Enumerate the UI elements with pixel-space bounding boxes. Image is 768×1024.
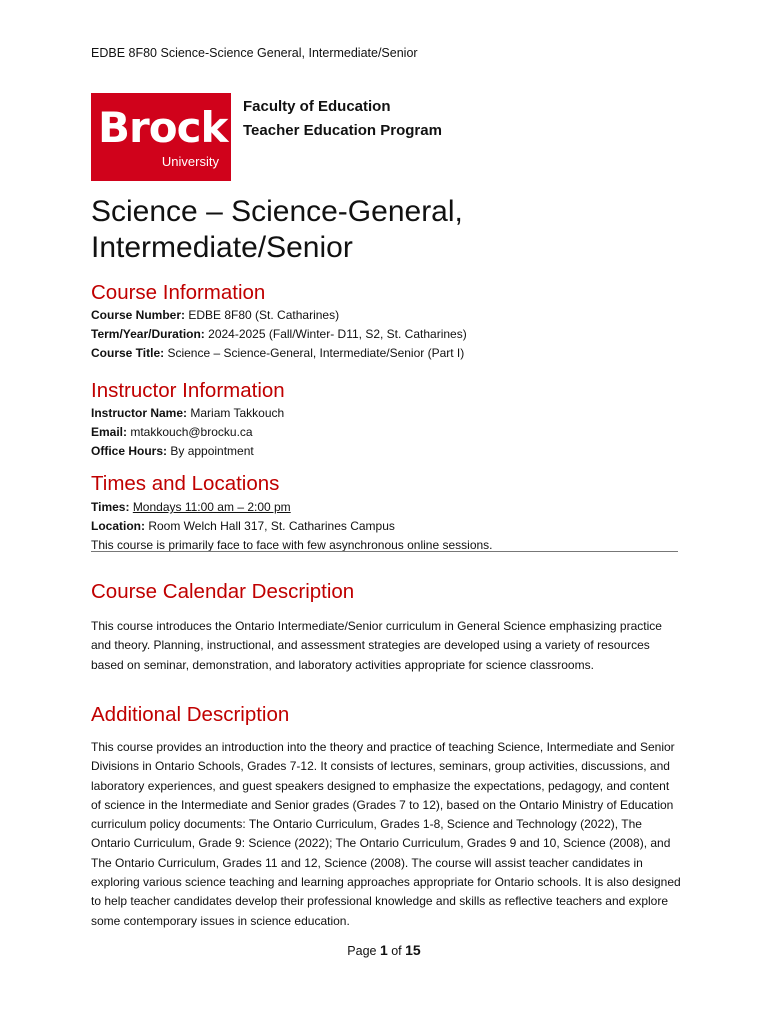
instructor-name-value: Mariam Takkouch: [187, 406, 285, 420]
email-label: Email:: [91, 425, 128, 439]
course-title-label: Course Title:: [91, 346, 165, 360]
instructor-name-label: Instructor Name:: [91, 406, 188, 420]
total-page-count: 15: [405, 942, 421, 958]
term-label: Term/Year/Duration:: [91, 327, 205, 341]
page-title: [91, 194, 691, 266]
running-header: EDBE 8F80 Science-Science General, Intermediate/Senior: [91, 46, 418, 60]
brock-university-logo: [91, 93, 231, 181]
location-label: Location:: [91, 519, 145, 533]
email-row: [91, 423, 284, 442]
office-hours-label: Office Hours:: [91, 444, 168, 458]
location-row: [91, 517, 493, 536]
current-page-number: 1: [379, 942, 388, 958]
times-row: [91, 498, 493, 517]
times-locations-section: [91, 498, 493, 555]
times-label: Times:: [91, 500, 130, 514]
course-number-value: EDBE 8F80 (St. Catharines): [185, 308, 340, 322]
page-footer: [0, 942, 768, 958]
times-value: Mondays 11:00 am – 2:00 pm: [132, 500, 291, 514]
term-row: [91, 325, 467, 344]
faculty-block: [243, 95, 442, 143]
of-word: of: [387, 944, 406, 958]
course-number-row: [91, 306, 467, 325]
course-title-value: Science – Science-General, Intermediate/Senior (Part I): [164, 346, 465, 360]
delivery-note: This course is primarily face to face with few asynchronous online sessions.: [91, 538, 493, 552]
calendar-description-heading: Course Calendar Description: [91, 580, 355, 603]
course-information-section: [91, 306, 467, 363]
location-value: Room Welch Hall 317, St. Catharines Campus: [145, 519, 395, 533]
logo-wordmark: Brock: [98, 103, 228, 152]
program-name: Teacher Education Program: [243, 122, 442, 139]
instructor-name-row: [91, 404, 284, 423]
calendar-description-text: This course introduces the Ontario Intermediate/Senior curriculum in General Science emphasizing practice and theory. Planning, instructional, and assessment strategies are developed using a variety of resources based on seminar, demonstration, and laboratory activities appropriate for science classrooms.: [91, 619, 662, 672]
additional-description-text: This course provides an introduction into the theory and practice of teaching Science, Intermediate and Senior Divisions in Ontario Schools, Grades 7-12. It consists of lectures, seminars, group activities, discussions, and laboratory experiences, and guest speakers designed to emphasize the expectations, pedagogy, and content of science in the Intermediate and Senior grades (Grades 7 to 12), based on the Ontario Ministry of Education curriculum policy documents: The Ontario Curriculum, Grades 1-8, Science and Technology (2022), The Ontario Curriculum, Grade 9: Science (2022); The Ontario Curriculum, Grades 9 and 10, Science (2008), and The Ontario Curriculum, Grades 11 and 12, Science (2008). The course will assist teacher candidates in exploring various science teaching and learning approaches appropriate for Ontario schools. It is also designed to help teacher candidates develop their professional knowledge and skills as reflective teachers and explore some contemporary issues in science education.: [91, 740, 681, 928]
course-information-heading: Course Information: [91, 281, 266, 304]
page-word: Page: [347, 944, 380, 958]
office-hours-row: [91, 442, 284, 461]
instructor-information-section: [91, 404, 284, 461]
course-number-label: Course Number:: [91, 308, 186, 322]
title-line-1: Science – Science-General,: [91, 195, 463, 228]
additional-description-heading: Additional Description: [91, 703, 290, 726]
times-locations-heading: Times and Locations: [91, 472, 280, 495]
email-value: mtakkouch@brocku.ca: [127, 425, 253, 439]
office-hours-value: By appointment: [167, 444, 254, 458]
term-value: 2024-2025 (Fall/Winter- D11, S2, St. Catharines): [204, 327, 467, 341]
course-title-row: [91, 344, 467, 363]
section-divider: [91, 551, 678, 552]
logo-subtitle: University: [161, 154, 219, 169]
faculty-name: Faculty of Education: [243, 98, 391, 115]
instructor-information-heading: Instructor Information: [91, 379, 285, 402]
title-line-2: Intermediate/Senior: [91, 231, 353, 264]
